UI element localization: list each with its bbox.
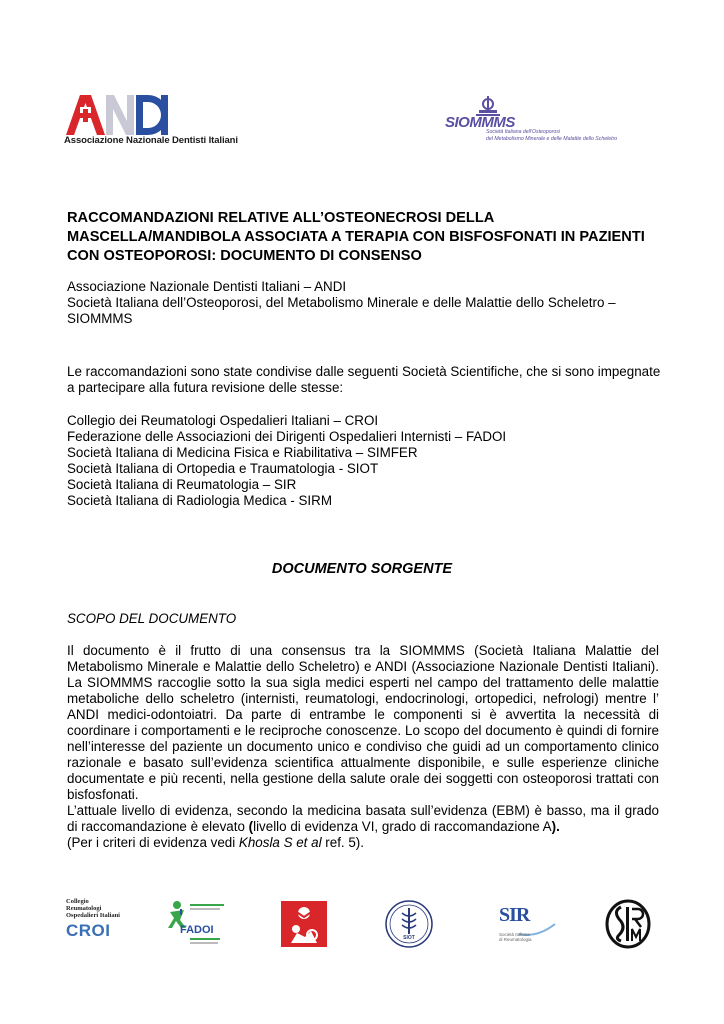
croi-line2: Ospedalieri Italiani	[66, 912, 120, 919]
list-item: Società Italiana di Reumatologia – SIR	[67, 477, 297, 492]
siommms-subtitle-1: Società Italiana dell'Osteoporosi	[486, 129, 560, 135]
fadoi-rule	[190, 908, 220, 910]
list-item: Società Italiana di Medicina Fisica e Riabilitativa – SIMFER	[67, 445, 418, 460]
intro-paragraph: Le raccomandazioni sono state condivise dalle seguenti Società Scientifiche, che si sono impegnate a partecipare alla futura revisione delle stesse:	[67, 364, 661, 395]
paragraph	[67, 835, 659, 851]
association-siommms: Società Italiana dell’Osteoporosi, del Metabolismo Minerale e delle Malattie dello Scheletro – SIOMMMS	[67, 295, 616, 326]
sirm-logo	[605, 899, 651, 949]
association-andi: Associazione Nazionale Dentisti Italiani – ANDI	[67, 279, 347, 294]
fadoi-rule	[190, 904, 224, 906]
sir-caption-1: Società Italiana	[499, 932, 530, 937]
citation: Khosla S et al	[238, 835, 322, 850]
siot-seal-icon	[384, 899, 434, 949]
fadoi-rule	[190, 942, 218, 944]
fadoi-mark: FADOI	[180, 924, 214, 936]
list-item: Federazione delle Associazioni dei Dirigenti Ospedalieri Internisti – FADOI	[67, 429, 507, 444]
sir-mark: SIR	[499, 904, 530, 926]
list-item: Collegio dei Reumatologi Ospedalieri Italiani – CROI	[67, 413, 379, 428]
simfer-logo-icon	[281, 901, 327, 947]
andi-mark-graphic	[64, 93, 168, 137]
paragraph	[67, 803, 659, 835]
section-heading: DOCUMENTO SORGENTE	[271, 561, 453, 577]
andi-caption: Associazione Nazionale Dentisti Italiani	[64, 135, 238, 146]
simfer-logo	[281, 901, 327, 947]
text-run: L’attuale livello di evidenza, secondo la medicina basata sull’evidenza (EBM) è basso, ma il grado di raccomandazione è elevato	[67, 803, 659, 834]
andi-logo	[64, 93, 238, 151]
siot-mark: SIOT	[403, 935, 415, 941]
societies-list	[67, 413, 667, 509]
fadoi-logo	[166, 900, 226, 952]
paragraph: Il documento è il frutto di una consensus tra la SIOMMMS (Società Italiana Malattie del Metabolismo Minerale e Malattie dello Scheletro) e ANDI (Associazione Nazionale Dentisti Italiani). La SIOMMMS raccoglie sotto la sua sigla medici esperti nel campo del trattamento delle malattie metaboliche dello scheletro (internisti, reumatologi, endocrinologi, ortopedici, nefrologi) mentre l’ ANDI medici-odontoiatri. Da parte di entrambe le componenti si è avvertita la necessità di coordinare i comportamenti e le reciproche conoscenze. Lo scopo del documento è quindi di fornire nell’interesse del paziente un documento unico e condiviso che guidi ad un comportamento clinico razionale e basato sull’evidenza scientifica attualmente disponibile, e sulle esperienze cliniche documentate e più recenti, nella gestione della salute orale dei soggetti con osteoporosi trattati con bisfosfonati.	[67, 643, 659, 802]
subsection-heading: SCOPO DEL DOCUMENTO	[67, 611, 237, 626]
associations-block	[67, 279, 667, 327]
siommms-wordmark: SIOMMMS	[445, 114, 515, 131]
main-text	[67, 643, 659, 851]
croi-logo	[66, 898, 122, 948]
text-run: (Per i criteri di evidenza vedi	[67, 835, 239, 850]
siommms-logo	[445, 96, 675, 156]
sirm-monogram-icon	[605, 899, 651, 949]
list-item: Società Italiana di Ortopedia e Traumatologia - SIOT	[67, 461, 379, 476]
croi-line1: Collegio Reumatologi	[66, 898, 102, 912]
croi-mark: CROI	[66, 921, 111, 940]
sir-caption-2: di Reumatologia	[499, 937, 532, 942]
list-item: Società Italiana di Radiologia Medica - SIRM	[67, 493, 332, 508]
sir-logo	[497, 904, 557, 948]
bold-paren: ).	[551, 819, 560, 834]
siot-logo	[384, 899, 434, 949]
text-run: livello di evidenza VI, grado di raccomandazione A	[253, 819, 552, 834]
siommms-subtitle-2: del Metabolismo Minerale e delle Malattie dello Scheletro	[486, 136, 618, 142]
document-title: RACCOMANDAZIONI RELATIVE ALL’OSTEONECROSI DELLA MASCELLA/MANDIBOLA ASSOCIATA A TERAPIA CON BISFOSFONATI IN PAZIENTI CON OSTEOPOROSI: DOCUMENTO DI CONSENSO	[67, 210, 645, 264]
bold-paren: (	[248, 819, 254, 834]
text-run: ref. 5).	[321, 835, 364, 850]
fadoi-rule	[190, 938, 220, 940]
